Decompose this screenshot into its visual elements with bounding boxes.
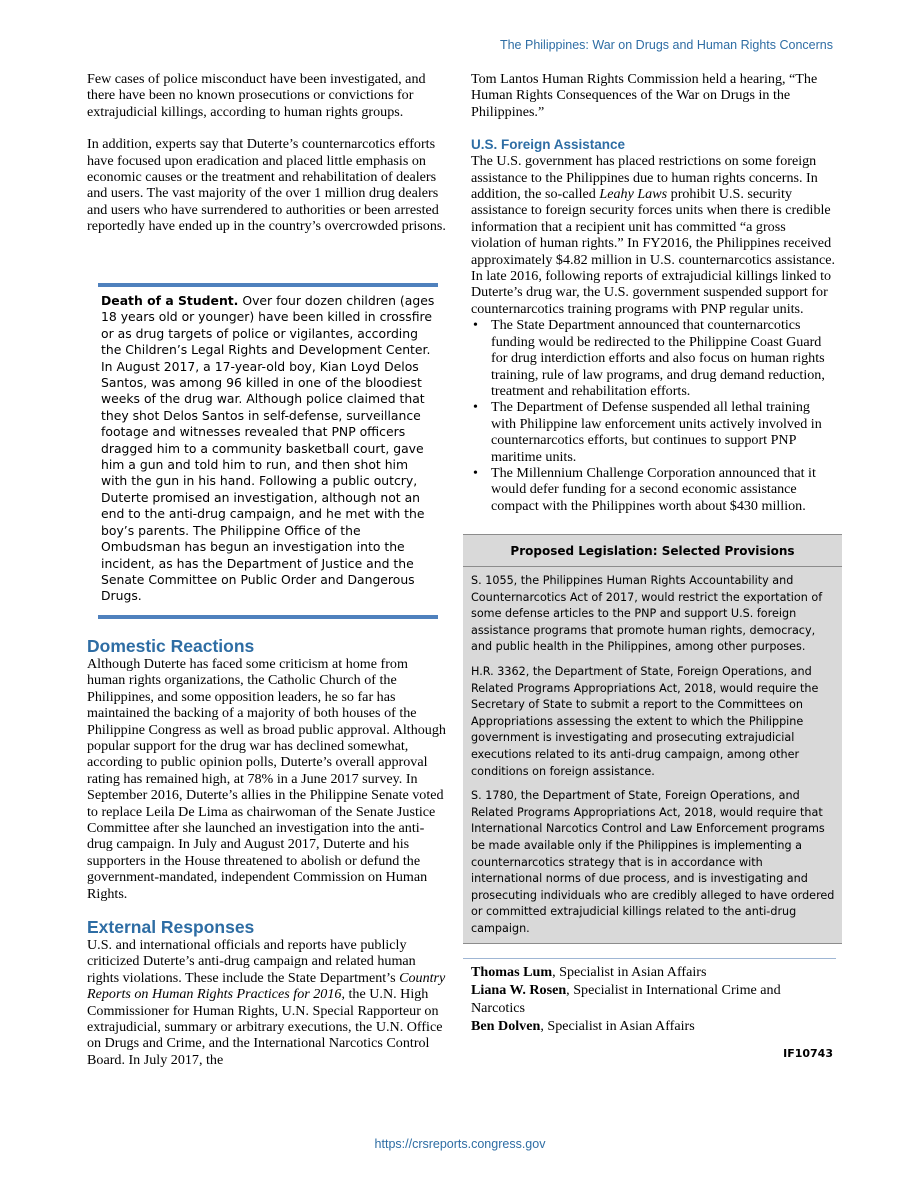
domestic-reactions-heading: Domestic Reactions: [87, 636, 255, 656]
box-title: Death of a Student.: [101, 293, 239, 308]
external-body-part-2: , the U.N. High Commissioner for Human Rights, U.N. Special Rapporteur on extrajudicial, summary or arbitrary executions, the U.N. Office on Drugs and Crime, and the International Narcotics Control Board. In July 2017, the: [87, 986, 443, 1068]
author-name: Liana W. Rosen: [471, 982, 567, 998]
legislation-item: S. 1780, the Department of State, Foreign Operations, and Related Programs Appropriations Act, 2018, would require that International Narcotics Control and Law Enforcement programs be made available only if the Philippines is implementing a counternarcotics strategy that is in accordance with international norms of due process, and is investigating and prosecuting individuals who are credibly alleged to have ordered or committed extrajudicial killings related to the anti-drug campaign.: [471, 789, 835, 935]
author-name: Ben Dolven: [471, 1018, 541, 1034]
author-line: [471, 1017, 835, 1035]
death-of-student-box: [98, 283, 438, 619]
external-responses-heading: External Responses: [87, 917, 255, 937]
right-column: [471, 71, 835, 514]
bullet-text: The State Department announced that counternarcotics funding would be redirected to the Philippine Coast Guard for drug interdiction efforts and also focus on human rights training, rule of law programs, and drug demand reduction, treatment and rehabilitation efforts.: [491, 317, 825, 399]
author-role: , Specialist in Asian Affairs: [552, 964, 707, 980]
external-body-part-1: U.S. and international officials and reports have publicly criticized Duterte’s anti-drug campaign and related human rights violations. These include the State Department’s: [87, 937, 416, 986]
legislation-table-title: Proposed Legislation: Selected Provisions: [463, 535, 842, 567]
document-id: IF10743: [783, 1047, 833, 1060]
box-body: Over four dozen children (ages 18 years old or younger) have been killed in crossfire or as drug targets of police or vigilantes, according the Children’s Legal Rights and Development Center. In August 2017, a 17-year-old boy, Kian Loyd Delos Santos, was among 96 killed in one of the bloodiest weeks of the drug war. Although police claimed that they shot Delos Santos in self-defense, surveillance footage and witnesses revealed that PNP officers dragged him to a community basketball court, gave him a gun and told him to run, and then shot him with the gun in his hand. Following a public outcry, Duterte promised an investigation, although not an end to the anti-drug campaign, and he met with the boy’s parents. The Philippine Office of the Ombudsman has begun an investigation into the incident, as has the Department of Justice and the Senate Committee on Public Order and Dangerous Drugs.: [101, 293, 435, 604]
authors-divider: [463, 958, 836, 959]
box-bottom-rule: [98, 615, 438, 619]
external-responses-body: [87, 937, 449, 1068]
footer-url-link[interactable]: https://crsreports.congress.gov: [374, 1137, 546, 1151]
legislation-item: H.R. 3362, the Department of State, Foreign Operations, and Related Programs Appropriations Act, 2018, would require the Secretary of State to submit a report to the Committees on Appropriations assessing the extent to which the Philippine government is investigating and prosecuting extrajudicial executions related to its anti-drug campaign, among other conditions on foreign assistance.: [471, 664, 819, 778]
foreign-assistance-part-2: prohibit U.S. security assistance to foreign security forces units when there is credible information that a recipient unit has committed “a gross violation of human rights.” In FY2016, the Philippines received approximately $4.82 million in U.S. counternarcotics assistance. In late 2016, following reports of extrajudicial killings linked to Duterte’s drug war, the U.S. government suspended support for counternarcotics training programs with PNP regular units.: [471, 186, 836, 317]
list-item: [471, 465, 835, 514]
leahy-laws-term: Leahy Laws: [599, 186, 668, 203]
box-text: [98, 287, 438, 615]
left-paragraph-2: In addition, experts say that Duterte’s counternarcotics efforts have focused upon eradication and placed little emphasis on economic causes or the treatment and rehabilitation of dealers and users. The vast majority of the over 1 million drug dealers and users who have surrendered to authorities or been arrested reportedly have ended up in the country’s overcrowded prisons.: [87, 136, 446, 235]
author-line: [471, 981, 835, 1017]
author-role: , Specialist in Asian Affairs: [540, 1018, 695, 1034]
legislation-table-body: [463, 567, 842, 943]
country-reports-title: Country Reports on Human Rights Practices for 2016: [87, 969, 446, 1003]
author-list: [471, 963, 835, 1035]
proposed-legislation-table: [463, 534, 842, 944]
author-line: [471, 963, 835, 981]
domestic-reactions-body: Although Duterte has faced some criticism at home from human rights organizations, the Catholic Church of the Philippines, and some opposition leaders, he so far has maintained the backing of a majority of both houses of the Philippine Congress as well as broad public approval. Although popular support for the drug war has declined somewhat, according to public opinion polls, Duterte’s overall approval rating has remained high, at 78% in a June 2017 survey. In September 2016, Duterte’s allies in the Philippine Senate voted to replace Leila De Lima as chairwoman of the Senate Justice Committee after she launched an investigation into the anti-drug campaign. In July and August 2017, Duterte and his supporters in the House threatened to abolish or defund the government-mandated, independent Commission on Human Rights.: [87, 656, 446, 902]
bullet-icon: •: [473, 399, 478, 416]
list-item: [471, 317, 835, 399]
foreign-assistance-part-1: The U.S. government has placed restrictions on some foreign assistance to the Philippines due to human rights concerns. In addition, the so-called: [471, 153, 818, 203]
bullet-text: The Department of Defense suspended all lethal training with Philippine law enforcement units actively involved in counternarcotics efforts, but continues to support PNP maritime units.: [491, 399, 822, 465]
bullet-icon: •: [473, 317, 478, 334]
bullet-icon: •: [473, 464, 478, 481]
external-responses-continuation: Tom Lantos Human Rights Commission held a hearing, “The Human Rights Consequences of the War on Drugs in the Philippines.”: [471, 71, 818, 120]
left-paragraph-1: Few cases of police misconduct have been investigated, and there have been no known prosecutions or convictions for extrajudicial killings, according to human rights groups.: [87, 71, 426, 120]
foreign-assistance-heading: U.S. Foreign Assistance: [471, 137, 626, 153]
author-name: Thomas Lum: [471, 964, 553, 980]
author-role: , Specialist in International Crime and Narcotics: [471, 982, 781, 1016]
assistance-bullet-list: [471, 317, 835, 514]
list-item: [471, 399, 835, 465]
legislation-item: S. 1055, the Philippines Human Rights Accountability and Counternarcotics Act of 2017, would restrict the exportation of some defense articles to the PNP and support U.S. foreign assistance programs that promote human rights, democracy, and public health in the Philippines, among other purposes.: [471, 574, 823, 654]
left-column: [87, 71, 449, 235]
bullet-text: The Millennium Challenge Corporation announced that it would defer funding for a second economic assistance compact with the Philippines worth about $430 million.: [491, 464, 816, 514]
running-header: The Philippines: War on Drugs and Human Rights Concerns: [499, 38, 833, 52]
foreign-assistance-body: [471, 153, 835, 317]
